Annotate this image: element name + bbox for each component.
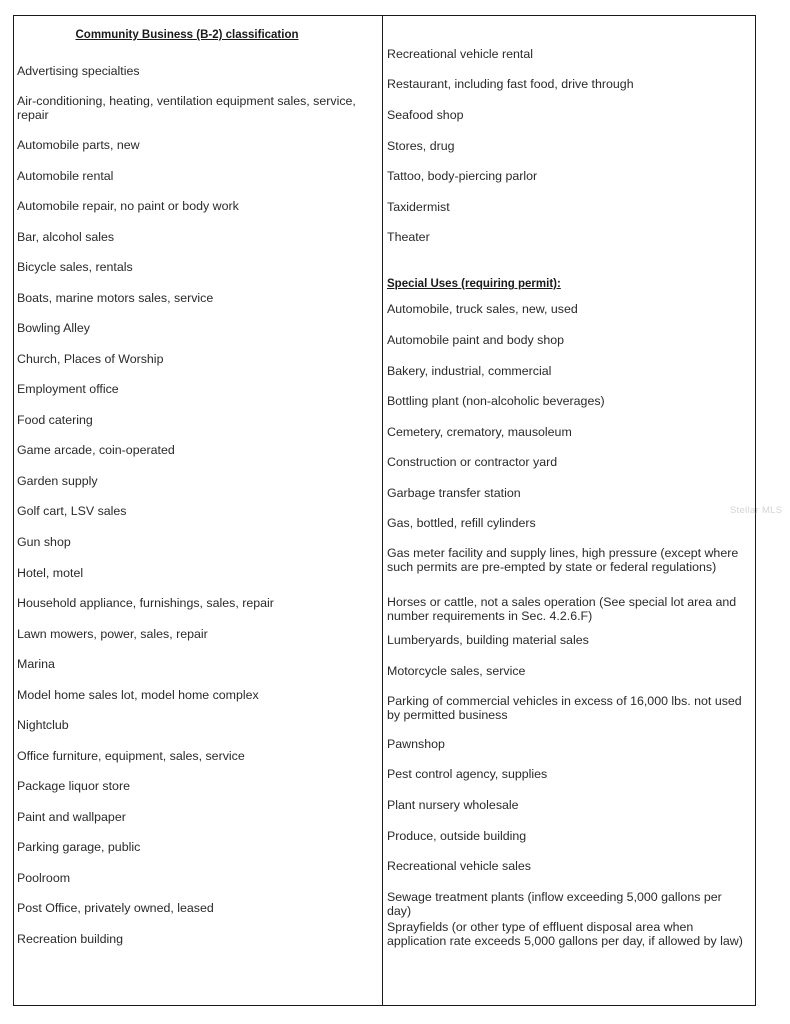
use-list-item: Bowling Alley (17, 321, 91, 335)
use-list-item: Theater (387, 230, 430, 244)
use-list-item: Parking garage, public (17, 840, 141, 854)
special-use-list-item: Automobile paint and body shop (387, 333, 565, 347)
special-use-list-item: Horses or cattle, not a sales operation (See special lot area and number requirements in Sec. 4.2.6.F) (387, 595, 737, 623)
watermark: Stellar MLS (730, 505, 783, 516)
use-list-item: Boats, marine motors sales, service (17, 291, 214, 305)
use-list-item: Food catering (17, 413, 93, 427)
use-list-item: Automobile rental (17, 169, 114, 183)
use-list-item: Hotel, motel (17, 566, 84, 580)
special-use-list-item: Construction or contractor yard (387, 455, 558, 469)
special-use-list-item: Pawnshop (387, 737, 445, 751)
use-list-item: Household appliance, furnishings, sales, repair (17, 596, 274, 610)
special-use-list-item: Parking of commercial vehicles in excess of 16,000 lbs. not used by permitted business (387, 694, 742, 722)
use-list-item: Package liquor store (17, 779, 130, 793)
use-list-item: Post Office, privately owned, leased (17, 901, 214, 915)
special-uses-heading: Special Uses (requiring permit): (387, 278, 561, 290)
special-use-list-item: Sewage treatment plants (inflow exceeding 5,000 gallons per day) (387, 890, 722, 918)
special-use-list-item: Pest control agency, supplies (387, 767, 548, 781)
use-list-item: Taxidermist (387, 200, 450, 214)
special-use-list-item: Cemetery, crematory, mausoleum (387, 425, 572, 439)
special-use-list-item: Bakery, industrial, commercial (387, 364, 552, 378)
special-use-list-item: Automobile, truck sales, new, used (387, 302, 578, 316)
special-use-list-item: Sprayfields (or other type of effluent disposal area when application rate exceeds 5,000 gallons per day, if allowed by law) (387, 920, 743, 948)
special-use-list-item: Motorcycle sales, service (387, 664, 526, 678)
use-list-item: Advertising specialties (17, 64, 140, 78)
special-use-list-item: Gas, bottled, refill cylinders (387, 516, 536, 530)
special-use-list-item: Recreational vehicle sales (387, 859, 531, 873)
use-list-item: Game arcade, coin-operated (17, 443, 175, 457)
special-use-list-item: Produce, outside building (387, 829, 527, 843)
use-list-item: Poolroom (17, 871, 71, 885)
column-divider (382, 15, 383, 1006)
use-list-item: Automobile repair, no paint or body work (17, 199, 239, 213)
use-list-item: Marina (17, 657, 55, 671)
use-list-item: Automobile parts, new (17, 138, 140, 152)
use-list-item: Bar, alcohol sales (17, 230, 115, 244)
use-list-item: Model home sales lot, model home complex (17, 688, 259, 702)
special-use-list-item: Garbage transfer station (387, 486, 521, 500)
use-list-item: Recreation building (17, 932, 124, 946)
use-list-item: Lawn mowers, power, sales, repair (17, 627, 208, 641)
special-use-list-item: Gas meter facility and supply lines, high pressure (except where such permits are pre-empted by state or federal regulations) (387, 546, 739, 574)
use-list-item: Tattoo, body-piercing parlor (387, 169, 538, 183)
use-list-item: Gun shop (17, 535, 71, 549)
use-list-item: Air-conditioning, heating, ventilation equipment sales, service, repair (17, 94, 356, 122)
special-use-list-item: Bottling plant (non-alcoholic beverages) (387, 394, 605, 408)
use-list-item: Bicycle sales, rentals (17, 260, 133, 274)
use-list-item: Restaurant, including fast food, drive through (387, 77, 634, 91)
use-list-item: Seafood shop (387, 108, 464, 122)
use-list-item: Office furniture, equipment, sales, service (17, 749, 245, 763)
use-list-item: Recreational vehicle rental (387, 47, 534, 61)
use-list-item: Golf cart, LSV sales (17, 504, 127, 518)
use-list-item: Church, Places of Worship (17, 352, 164, 366)
special-use-list-item: Lumberyards, building material sales (387, 633, 589, 647)
use-list-item: Nightclub (17, 718, 69, 732)
use-list-item: Paint and wallpaper (17, 810, 126, 824)
special-use-list-item: Plant nursery wholesale (387, 798, 519, 812)
use-list-item: Garden supply (17, 474, 98, 488)
b2-classification-heading: Community Business (B-2) classification (75, 29, 299, 41)
use-list-item: Employment office (17, 382, 119, 396)
use-list-item: Stores, drug (387, 139, 455, 153)
